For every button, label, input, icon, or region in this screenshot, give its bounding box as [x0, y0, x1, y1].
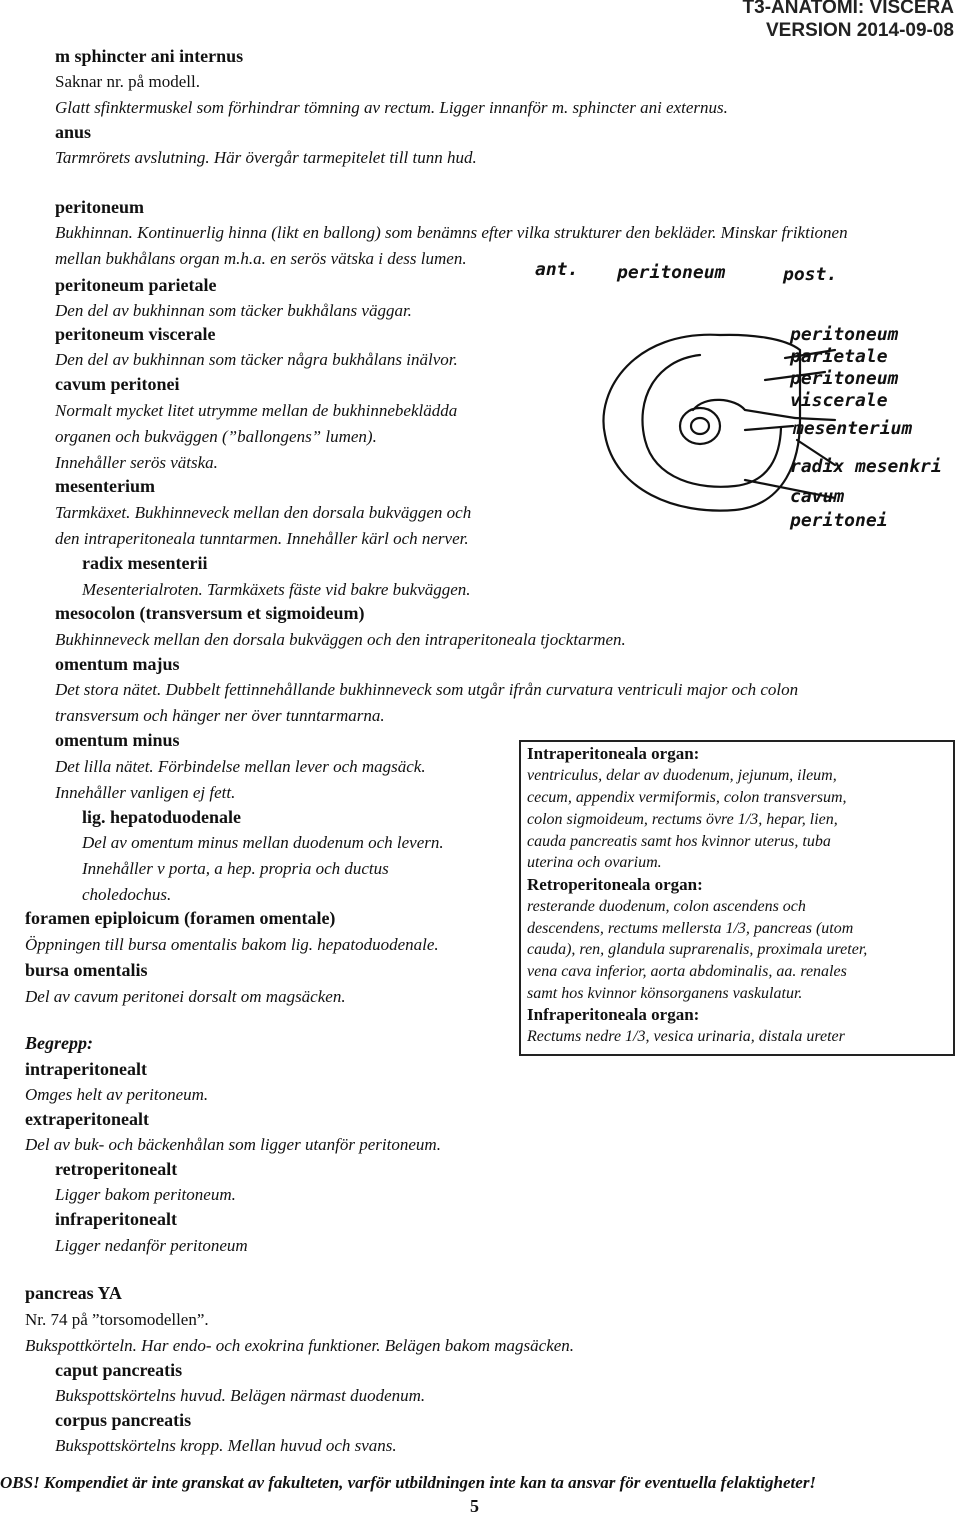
term-heading: cavum peritonei: [55, 374, 180, 394]
body-text: Normalt mycket litet utrymme mellan de bukhinnebeklädda: [55, 401, 458, 420]
body-text: Innehåller serös vätska.: [55, 453, 218, 472]
term-heading: omentum majus: [55, 654, 180, 674]
body-text: Glatt sfinktermuskel som förhindrar tömning av rectum. Ligger innanför m. sphincter ani externus.: [55, 98, 728, 117]
diagram-label-r8: peritonei: [790, 510, 888, 531]
body-text: Ligger bakom peritoneum.: [55, 1185, 236, 1204]
term-heading: lig. hepatoduodenale: [82, 807, 242, 827]
body-text: Tarmrörets avslutning. Här övergår tarmepitelet till tunn hud.: [55, 148, 477, 167]
box-heading: Intraperitoneala organ:: [527, 744, 700, 763]
diagram-label-post: post.: [783, 264, 838, 285]
term-heading: caput pancreatis: [55, 1360, 183, 1380]
body-text: transversum och hänger ner över tunntarmarna.: [55, 706, 385, 725]
term-heading: extraperitonealt: [25, 1109, 149, 1129]
diagram-label-r6: radix mesenkri: [790, 456, 942, 477]
body-text: Del av buk- och bäckenhålan som ligger utanför peritoneum.: [25, 1135, 441, 1154]
box-text: cecum, appendix vermiformis, colon transversum,: [527, 789, 847, 806]
body-text: Nr. 74 på ”torsomodellen”.: [25, 1310, 209, 1329]
box-text: cauda pancreatis samt hos kvinnor uterus, tuba: [527, 833, 831, 850]
body-text: Det stora nätet. Dubbelt fettinnehållande bukhinneveck som utgår ifrån curvatura ventriculi major och colon: [55, 680, 799, 699]
diagram-label-top: peritoneum: [617, 262, 726, 283]
body-text: Saknar nr. på modell.: [55, 72, 200, 91]
diagram-label-ant: ant.: [535, 259, 579, 280]
box-text: Rectums nedre 1/3, vesica urinaria, distala ureter: [527, 1028, 845, 1045]
body-text: Bukspottkörteln. Har endo- och exokrina funktioner. Belägen bakom magsäcken.: [25, 1336, 575, 1355]
term-heading: retroperitonealt: [55, 1159, 178, 1179]
body-text: Den del av bukhinnan som täcker några bukhålans inälvor.: [55, 350, 458, 369]
diagram-label-r3: peritoneum: [790, 368, 899, 389]
box-heading: Infraperitoneala organ:: [527, 1005, 700, 1024]
term-heading: corpus pancreatis: [55, 1410, 192, 1430]
box-heading: Retroperitoneala organ:: [527, 875, 703, 894]
diagram-label-r5: mesenterium: [793, 418, 913, 439]
term-heading: bursa omentalis: [25, 960, 148, 980]
term-heading: mesenterium: [55, 476, 155, 496]
term-heading: intraperitonealt: [25, 1059, 147, 1079]
term-heading: peritoneum: [55, 197, 144, 217]
body-text: Mesenterialroten. Tarmkäxets fäste vid bakre bukväggen.: [82, 580, 471, 599]
box-text: uterina och ovarium.: [527, 854, 662, 871]
body-text: Tarmkäxet. Bukhinneveck mellan den dorsala bukväggen och: [55, 503, 472, 522]
body-text: organen och bukväggen (”ballongens” lumen).: [55, 427, 377, 446]
body-text: Ligger nedanför peritoneum: [55, 1236, 248, 1255]
body-text: Omges helt av peritoneum.: [25, 1085, 209, 1104]
body-text: Bukspottskörtelns huvud. Belägen närmast duodenum.: [55, 1386, 426, 1405]
term-heading: foramen epiploicum (foramen omentale): [25, 908, 336, 928]
disclaimer-footer: OBS! Kompendiet är inte granskat av fakulteten, varför utbildningen inte kan ta ansvar för eventuella felaktigheter!: [0, 1473, 817, 1492]
term-heading: anus: [55, 122, 92, 142]
box-text: vena cava inferior, aorta abdominalis, aa. renales: [527, 963, 847, 980]
body-text: Innehåller v porta, a hep. propria och ductus: [82, 859, 389, 878]
body-text: Bukhinneveck mellan den dorsala bukväggen och den intraperitoneala tjocktarmen.: [55, 630, 626, 649]
box-text: cauda), ren, glandula suprarenalis, proximala ureter,: [527, 941, 868, 958]
term-heading: mesocolon (transversum et sigmoideum): [55, 603, 365, 623]
body-text: Bukspottskörtelns kropp. Mellan huvud och svans.: [55, 1436, 397, 1455]
organ-classification-box: [519, 740, 955, 1056]
header-title: T3-ANATOMI: VISCERA: [742, 0, 954, 18]
body-text: choledochus.: [82, 885, 172, 904]
body-text: Det lilla nätet. Förbindelse mellan lever och magsäck.: [55, 757, 426, 776]
body-text: Del av omentum minus mellan duodenum och levern.: [82, 833, 444, 852]
body-text: Bukhinnan. Kontinuerlig hinna (likt en ballong) som benämns efter vilka strukturer den bekläder. Minskar friktionen: [55, 223, 848, 242]
diagram-intestine: [680, 408, 720, 444]
body-text: Del av cavum peritonei dorsalt om magsäcken.: [25, 987, 346, 1006]
body-text: mellan bukhålans organ m.h.a. en serös vätska i dess lumen.: [55, 249, 467, 268]
body-text: Den del av bukhinnan som täcker bukhålans väggar.: [55, 301, 412, 320]
diagram-label-r2: parietale: [790, 346, 888, 367]
page-number: 5: [470, 1496, 479, 1516]
box-text: colon sigmoideum, rectums övre 1/3, hepar, lien,: [527, 811, 838, 828]
diagram-inner-wall: [642, 355, 781, 487]
term-heading: m sphincter ani internus: [55, 46, 244, 66]
term-heading: peritoneum parietale: [55, 275, 217, 295]
diagram-label-r4: viscerale: [790, 390, 888, 411]
diagram-label-r7: cavum: [790, 486, 845, 507]
box-text: descendens, rectums mellersta 1/3, pancreas (utom: [527, 920, 854, 937]
term-heading: peritoneum viscerale: [55, 324, 216, 344]
section-heading: Begrepp:: [25, 1033, 93, 1053]
term-heading: radix mesenterii: [82, 553, 208, 573]
box-text: samt hos kvinnor könsorganens vaskulatur.: [527, 985, 803, 1002]
term-heading: pancreas YA: [25, 1283, 122, 1303]
body-text: Innehåller vanligen ej fett.: [55, 783, 236, 802]
header-version: VERSION 2014-09-08: [766, 20, 954, 41]
peritoneum-diagram: [535, 250, 955, 550]
term-heading: infraperitonealt: [55, 1209, 177, 1229]
term-heading: omentum minus: [55, 730, 180, 750]
box-text: ventriculus, delar av duodenum, jejunum, ileum,: [527, 767, 837, 784]
diagram-intestine-lumen: [691, 418, 709, 434]
body-text: Öppningen till bursa omentalis bakom lig. hepatoduodenale.: [25, 935, 439, 954]
box-text: resterande duodenum, colon ascendens och: [527, 898, 806, 915]
body-text: den intraperitoneala tunntarmen. Innehåller kärl och nerver.: [55, 529, 469, 548]
diagram-label-r1: peritoneum: [790, 324, 899, 345]
